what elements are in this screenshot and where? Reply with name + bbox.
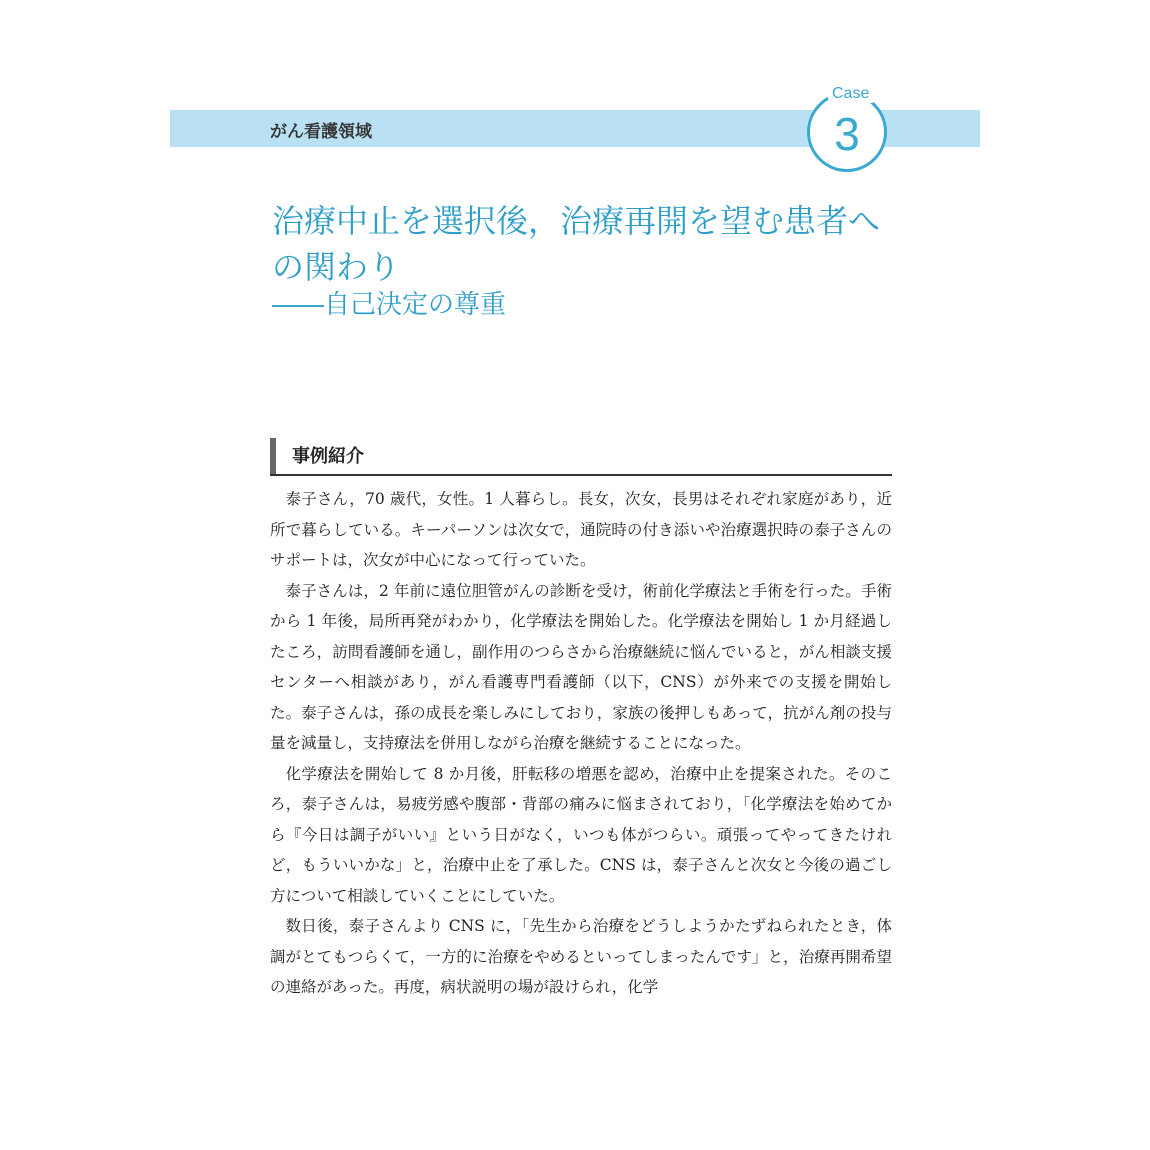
page-title: 治療中止を選択後，治療再開を望む患者への関わり — [272, 202, 881, 286]
case-label: Case — [828, 85, 873, 103]
paragraph: 泰子さんは，2 年前に遠位胆管がんの診断を受け，術前化学療法と手術を行った。手術から 1 年後，局所再発がわかり，化学療法を開始した。化学療法を開始し 1 か月経過したころ，訪問看護師を通し，副作用のつらさから治療継続に悩んでいると，がん相談支援センターへ相談があり，がん看護専門看護師（以下，CNS）が外来での支援を開始した。泰子さんは，孫の成長を楽しみにしており，家族の後押しもあって，抗がん剤の投与量を減量し，支持療法を併用しながら治療を継続することになった。 — [270, 581, 892, 752]
section-category-label: がん看護領域 — [270, 122, 372, 142]
case-number: 3 — [834, 108, 860, 160]
page-subtitle: ――自己決定の尊重 — [272, 290, 507, 320]
body-text — [270, 484, 892, 1003]
paragraph: 数日後，泰子さんより CNS に，「先生から治療をどうしようかたずねられたとき，体調がとてもつらくて，一方的に治療をやめるといってしまったんです」と，治療再開希望の連絡があった。再度，病状説明の場が設けられ，化学 — [270, 917, 892, 996]
paragraph: 泰子さん，70 歳代，女性。1 人暮らし。長女，次女，長男はそれぞれ家庭があり，近所で暮らしている。キーパーソンは次女で，通院時の付き添いや治療選択時の泰子さんのサポートは，次女が中心になって行っていた。 — [270, 490, 892, 569]
section-heading — [270, 436, 892, 476]
paragraph: 化学療法を開始して 8 か月後，肝転移の増悪を認め，治療中止を提案された。そのころ，泰子さんは，易疲労感や腹部・背部の痛みに悩まされており，「化学療法を始めてから『今日は調子がいい』という日がなく，いつも体がつらい。頑張ってやってきたけれど，もういいかな」と，治療中止を了承した。CNS は，泰子さんと次女と今後の過ごし方について相談していくことにしていた。 — [270, 764, 892, 905]
section-heading-bar — [270, 438, 276, 474]
section-heading-label: 事例紹介 — [292, 446, 364, 467]
